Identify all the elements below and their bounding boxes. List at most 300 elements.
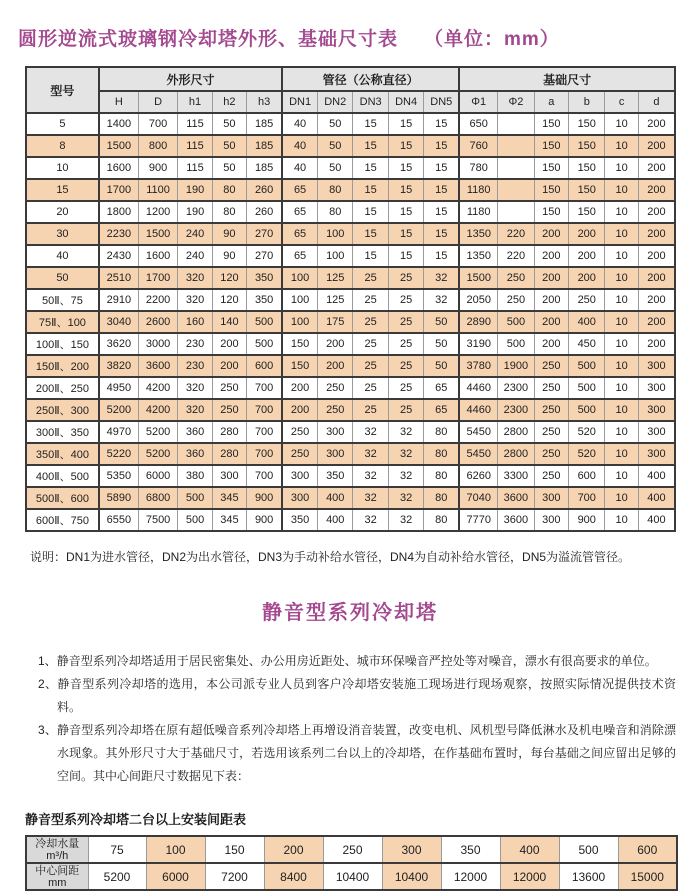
value-cell: 15 xyxy=(353,201,388,223)
value-cell: 1400 xyxy=(99,113,138,135)
value-cell: 300 xyxy=(638,355,675,377)
table-row xyxy=(26,267,675,289)
spacing-row-label-distance xyxy=(26,863,88,890)
value-cell: 350 xyxy=(318,465,353,487)
model-cell: 5 xyxy=(26,113,99,135)
list-item-number: 1、 xyxy=(38,654,57,668)
value-cell: 400 xyxy=(638,487,675,509)
value-cell: 250 xyxy=(318,399,353,421)
value-cell: 1350 xyxy=(459,245,497,267)
model-cell: 150Ⅱ、200 xyxy=(26,355,99,377)
table-row xyxy=(26,113,675,135)
value-cell: 80 xyxy=(318,201,353,223)
table-row xyxy=(26,201,675,223)
value-cell: 25 xyxy=(353,267,388,289)
value-cell: 1200 xyxy=(138,201,177,223)
value-cell: 15 xyxy=(353,157,388,179)
value-cell: 50 xyxy=(424,333,459,355)
value-cell: 400 xyxy=(318,509,353,531)
value-cell: 6800 xyxy=(138,487,177,509)
column-group-foundation: 基础尺寸 xyxy=(459,67,675,91)
value-cell: 450 xyxy=(569,333,605,355)
value-cell: 200 xyxy=(638,113,675,135)
value-cell: 150 xyxy=(534,179,568,201)
value-cell: 6260 xyxy=(459,465,497,487)
value-cell: 15 xyxy=(424,223,459,245)
spacing-table-title: 静音型系列冷却塔二台以上安装间距表 xyxy=(25,812,247,827)
value-cell: 2230 xyxy=(99,223,138,245)
value-cell: 25 xyxy=(388,289,423,311)
value-cell: 15 xyxy=(388,179,423,201)
model-cell: 75Ⅱ、100 xyxy=(26,311,99,333)
value-cell: 260 xyxy=(247,201,282,223)
value-cell: 200 xyxy=(638,223,675,245)
model-cell: 200Ⅱ、250 xyxy=(26,377,99,399)
value-cell: 32 xyxy=(353,465,388,487)
value-cell: 3820 xyxy=(99,355,138,377)
value-cell: 185 xyxy=(247,157,282,179)
value-cell: 32 xyxy=(424,267,459,289)
value-cell: 220 xyxy=(498,223,534,245)
value-cell: 3620 xyxy=(99,333,138,355)
value-cell: 10 xyxy=(605,443,638,465)
value-cell: 250 xyxy=(498,267,534,289)
list-item xyxy=(38,673,676,719)
value-cell: 185 xyxy=(247,113,282,135)
value-cell: 4970 xyxy=(99,421,138,443)
value-cell: 10 xyxy=(605,179,638,201)
value-cell xyxy=(498,135,534,157)
column-header: Φ1 xyxy=(459,91,497,113)
value-cell: 25 xyxy=(353,355,388,377)
value-cell: 280 xyxy=(212,421,246,443)
value-cell: 65 xyxy=(282,245,317,267)
value-cell: 4200 xyxy=(138,377,177,399)
value-cell: 345 xyxy=(212,487,246,509)
value-cell: 1700 xyxy=(138,267,177,289)
paragraph-list xyxy=(38,650,676,788)
value-cell: 6550 xyxy=(99,509,138,531)
spacing-cell: 13600 xyxy=(559,863,618,890)
column-header: H xyxy=(99,91,138,113)
value-cell: 5350 xyxy=(99,465,138,487)
value-cell: 200 xyxy=(638,179,675,201)
model-cell: 50Ⅱ、75 xyxy=(26,289,99,311)
value-cell: 300 xyxy=(282,465,317,487)
value-cell: 50 xyxy=(212,157,246,179)
value-cell: 300 xyxy=(638,443,675,465)
value-cell: 2800 xyxy=(498,421,534,443)
value-cell: 80 xyxy=(212,179,246,201)
column-header: b xyxy=(569,91,605,113)
value-cell: 200 xyxy=(638,267,675,289)
value-cell: 10 xyxy=(605,201,638,223)
table-row xyxy=(26,311,675,333)
value-cell: 3600 xyxy=(498,487,534,509)
spacing-cell: 300 xyxy=(382,836,441,863)
spacing-cell: 5200 xyxy=(88,863,146,890)
value-cell: 185 xyxy=(247,135,282,157)
value-cell: 350 xyxy=(247,267,282,289)
column-header-model: 型号 xyxy=(26,67,99,113)
value-cell: 200 xyxy=(638,135,675,157)
value-cell: 10 xyxy=(605,289,638,311)
value-cell: 250 xyxy=(534,421,568,443)
value-cell: 10 xyxy=(605,465,638,487)
table-row xyxy=(26,509,675,531)
value-cell: 32 xyxy=(353,443,388,465)
value-cell: 115 xyxy=(178,135,212,157)
value-cell: 900 xyxy=(247,487,282,509)
value-cell: 15 xyxy=(424,179,459,201)
value-cell: 15 xyxy=(424,245,459,267)
value-cell: 1350 xyxy=(459,223,497,245)
model-cell: 15 xyxy=(26,179,99,201)
column-header: d xyxy=(638,91,675,113)
value-cell: 230 xyxy=(178,333,212,355)
value-cell: 150 xyxy=(569,157,605,179)
value-cell: 2800 xyxy=(498,443,534,465)
spacing-cell: 10400 xyxy=(382,863,441,890)
value-cell: 270 xyxy=(247,245,282,267)
value-cell: 200 xyxy=(282,399,317,421)
value-cell: 7040 xyxy=(459,487,497,509)
value-cell: 200 xyxy=(212,333,246,355)
table-row xyxy=(26,223,675,245)
value-cell: 25 xyxy=(388,377,423,399)
value-cell: 7500 xyxy=(138,509,177,531)
table-row xyxy=(26,487,675,509)
model-cell: 10 xyxy=(26,157,99,179)
table-header-group-row xyxy=(26,67,675,91)
value-cell: 500 xyxy=(498,311,534,333)
value-cell: 15 xyxy=(388,157,423,179)
value-cell: 25 xyxy=(388,355,423,377)
value-cell: 65 xyxy=(282,223,317,245)
value-cell: 5200 xyxy=(99,399,138,421)
value-cell: 15 xyxy=(424,157,459,179)
value-cell: 700 xyxy=(247,443,282,465)
value-cell: 250 xyxy=(212,377,246,399)
value-cell: 500 xyxy=(247,311,282,333)
value-cell: 32 xyxy=(353,509,388,531)
column-header: h2 xyxy=(212,91,246,113)
value-cell: 40 xyxy=(282,157,317,179)
page-title-text: 圆形逆流式玻璃钢冷却塔外形、基础尺寸表 xyxy=(18,29,399,50)
value-cell: 80 xyxy=(318,179,353,201)
value-cell: 3190 xyxy=(459,333,497,355)
value-cell: 65 xyxy=(282,201,317,223)
value-cell: 15 xyxy=(424,113,459,135)
value-cell: 320 xyxy=(178,267,212,289)
model-cell: 600Ⅱ、750 xyxy=(26,509,99,531)
table-row xyxy=(26,443,675,465)
column-header: D xyxy=(138,91,177,113)
spacing-cell: 100 xyxy=(146,836,205,863)
value-cell: 25 xyxy=(353,311,388,333)
value-cell: 250 xyxy=(318,377,353,399)
value-cell: 230 xyxy=(178,355,212,377)
value-cell: 1600 xyxy=(99,157,138,179)
value-cell: 250 xyxy=(569,289,605,311)
value-cell: 15 xyxy=(424,135,459,157)
value-cell: 32 xyxy=(388,421,423,443)
value-cell: 5890 xyxy=(99,487,138,509)
value-cell: 50 xyxy=(212,135,246,157)
value-cell: 32 xyxy=(424,289,459,311)
value-cell: 380 xyxy=(178,465,212,487)
value-cell xyxy=(498,113,534,135)
value-cell: 15 xyxy=(388,223,423,245)
value-cell: 1900 xyxy=(498,355,534,377)
value-cell: 15 xyxy=(388,113,423,135)
value-cell: 10 xyxy=(605,267,638,289)
value-cell: 10 xyxy=(605,333,638,355)
value-cell: 500 xyxy=(178,509,212,531)
value-cell: 3600 xyxy=(138,355,177,377)
row-label-text: 中心间距 xyxy=(35,864,80,877)
column-header: h3 xyxy=(247,91,282,113)
value-cell: 25 xyxy=(353,289,388,311)
spacing-cell: 200 xyxy=(264,836,323,863)
value-cell: 115 xyxy=(178,157,212,179)
value-cell: 50 xyxy=(424,311,459,333)
value-cell: 700 xyxy=(247,421,282,443)
value-cell: 5450 xyxy=(459,421,497,443)
value-cell: 2430 xyxy=(99,245,138,267)
value-cell: 300 xyxy=(638,399,675,421)
value-cell: 32 xyxy=(388,487,423,509)
value-cell: 10 xyxy=(605,157,638,179)
value-cell: 500 xyxy=(247,333,282,355)
value-cell: 2300 xyxy=(498,377,534,399)
value-cell: 780 xyxy=(459,157,497,179)
value-cell: 3040 xyxy=(99,311,138,333)
column-header: DN5 xyxy=(424,91,459,113)
spacing-cell: 75 xyxy=(88,836,146,863)
value-cell: 15 xyxy=(353,113,388,135)
spacing-row-label-flow xyxy=(26,836,88,863)
value-cell: 350 xyxy=(282,509,317,531)
spacing-cell: 15000 xyxy=(618,863,677,890)
value-cell: 250 xyxy=(282,421,317,443)
value-cell: 220 xyxy=(498,245,534,267)
value-cell: 700 xyxy=(247,465,282,487)
value-cell: 175 xyxy=(318,311,353,333)
list-item xyxy=(38,719,676,788)
value-cell: 15 xyxy=(388,201,423,223)
value-cell: 270 xyxy=(247,223,282,245)
value-cell: 500 xyxy=(178,487,212,509)
table-row xyxy=(26,289,675,311)
value-cell: 800 xyxy=(138,135,177,157)
value-cell: 280 xyxy=(212,443,246,465)
note-text: 说明：DN1为进水管径，DN2为出水管径，DN3为手动补给水管径，DN4为自动补给水管径，DN5为溢流管管径。 xyxy=(30,550,631,564)
main-table-body xyxy=(26,113,675,531)
model-cell: 350Ⅱ、400 xyxy=(26,443,99,465)
value-cell: 1500 xyxy=(138,223,177,245)
value-cell: 360 xyxy=(178,421,212,443)
spacing-cell: 10400 xyxy=(323,863,382,890)
value-cell: 125 xyxy=(318,267,353,289)
value-cell: 150 xyxy=(569,135,605,157)
value-cell: 25 xyxy=(353,399,388,421)
value-cell: 400 xyxy=(638,465,675,487)
value-cell: 240 xyxy=(178,223,212,245)
value-cell: 10 xyxy=(605,311,638,333)
value-cell: 150 xyxy=(569,201,605,223)
value-cell: 3300 xyxy=(498,465,534,487)
value-cell: 10 xyxy=(605,113,638,135)
value-cell: 5450 xyxy=(459,443,497,465)
value-cell: 80 xyxy=(424,443,459,465)
list-item xyxy=(38,650,676,673)
value-cell: 3600 xyxy=(498,509,534,531)
value-cell: 50 xyxy=(318,135,353,157)
value-cell: 5220 xyxy=(99,443,138,465)
page-title-unit: （单位：mm） xyxy=(424,29,560,50)
value-cell: 80 xyxy=(424,465,459,487)
value-cell: 4200 xyxy=(138,399,177,421)
table-row xyxy=(26,355,675,377)
value-cell: 65 xyxy=(424,399,459,421)
value-cell: 200 xyxy=(638,201,675,223)
value-cell: 150 xyxy=(282,333,317,355)
value-cell: 200 xyxy=(569,267,605,289)
value-cell: 32 xyxy=(388,465,423,487)
value-cell: 150 xyxy=(534,113,568,135)
column-group-dimensions: 外形尺寸 xyxy=(99,67,282,91)
value-cell: 15 xyxy=(353,135,388,157)
value-cell: 300 xyxy=(534,509,568,531)
value-cell: 350 xyxy=(247,289,282,311)
value-cell xyxy=(498,201,534,223)
table-row xyxy=(26,333,675,355)
column-header: DN3 xyxy=(353,91,388,113)
value-cell: 4460 xyxy=(459,399,497,421)
value-cell: 32 xyxy=(353,487,388,509)
value-cell: 10 xyxy=(605,399,638,421)
value-cell: 15 xyxy=(353,245,388,267)
value-cell: 320 xyxy=(178,377,212,399)
value-cell: 300 xyxy=(318,421,353,443)
value-cell: 2300 xyxy=(498,399,534,421)
value-cell: 65 xyxy=(424,377,459,399)
spacing-row xyxy=(26,836,677,863)
value-cell: 250 xyxy=(534,443,568,465)
list-item-number: 2、 xyxy=(38,677,58,691)
value-cell: 115 xyxy=(178,113,212,135)
value-cell: 150 xyxy=(534,201,568,223)
list-item-text: 静音型系列冷却塔适用于居民密集处、办公用房近距处、城市环保噪音严控处等对噪音，漂水有很高要求的单位。 xyxy=(56,654,657,668)
value-cell: 15 xyxy=(388,135,423,157)
value-cell: 400 xyxy=(318,487,353,509)
value-cell: 200 xyxy=(569,223,605,245)
value-cell: 50 xyxy=(318,113,353,135)
value-cell: 50 xyxy=(212,113,246,135)
section-heading: 静音型系列冷却塔 xyxy=(262,602,438,624)
value-cell: 250 xyxy=(498,289,534,311)
value-cell: 15 xyxy=(353,179,388,201)
table-row xyxy=(26,135,675,157)
spacing-table xyxy=(25,835,678,891)
value-cell: 150 xyxy=(282,355,317,377)
value-cell: 200 xyxy=(638,157,675,179)
value-cell: 1100 xyxy=(138,179,177,201)
value-cell: 650 xyxy=(459,113,497,135)
row-label-unit: mm xyxy=(48,876,67,889)
value-cell: 250 xyxy=(282,443,317,465)
value-cell: 32 xyxy=(388,443,423,465)
dimensions-table xyxy=(25,66,676,532)
column-header: h1 xyxy=(178,91,212,113)
value-cell: 25 xyxy=(388,267,423,289)
value-cell: 190 xyxy=(178,179,212,201)
model-cell: 100Ⅱ、150 xyxy=(26,333,99,355)
value-cell: 80 xyxy=(212,201,246,223)
value-cell: 80 xyxy=(424,509,459,531)
value-cell: 1500 xyxy=(99,135,138,157)
value-cell: 600 xyxy=(247,355,282,377)
model-cell: 500Ⅱ、600 xyxy=(26,487,99,509)
value-cell: 900 xyxy=(247,509,282,531)
value-cell: 240 xyxy=(178,245,212,267)
column-header: a xyxy=(534,91,568,113)
value-cell: 4950 xyxy=(99,377,138,399)
value-cell xyxy=(498,179,534,201)
value-cell: 2200 xyxy=(138,289,177,311)
value-cell: 1600 xyxy=(138,245,177,267)
value-cell: 190 xyxy=(178,201,212,223)
column-header: c xyxy=(605,91,638,113)
value-cell: 200 xyxy=(212,355,246,377)
value-cell: 100 xyxy=(282,289,317,311)
value-cell: 900 xyxy=(569,509,605,531)
value-cell: 3780 xyxy=(459,355,497,377)
spacing-cell: 600 xyxy=(618,836,677,863)
value-cell: 150 xyxy=(534,157,568,179)
value-cell: 2600 xyxy=(138,311,177,333)
value-cell: 120 xyxy=(212,267,246,289)
spacing-cell: 12000 xyxy=(441,863,500,890)
spacing-cell: 12000 xyxy=(500,863,559,890)
value-cell: 300 xyxy=(318,443,353,465)
table-row xyxy=(26,157,675,179)
spacing-cell: 500 xyxy=(559,836,618,863)
value-cell: 400 xyxy=(638,509,675,531)
value-cell: 40 xyxy=(282,113,317,135)
value-cell: 25 xyxy=(388,311,423,333)
value-cell: 32 xyxy=(388,509,423,531)
value-cell: 32 xyxy=(353,421,388,443)
value-cell: 320 xyxy=(178,399,212,421)
value-cell: 400 xyxy=(569,311,605,333)
value-cell: 100 xyxy=(282,311,317,333)
value-cell: 500 xyxy=(498,333,534,355)
value-cell: 10 xyxy=(605,377,638,399)
main-table-subheader-row xyxy=(26,91,675,113)
table-row xyxy=(26,179,675,201)
value-cell: 6000 xyxy=(138,465,177,487)
table-row xyxy=(26,421,675,443)
value-cell: 600 xyxy=(569,465,605,487)
value-cell: 500 xyxy=(569,399,605,421)
value-cell: 2050 xyxy=(459,289,497,311)
value-cell: 300 xyxy=(212,465,246,487)
value-cell: 200 xyxy=(638,289,675,311)
value-cell: 25 xyxy=(388,399,423,421)
spacing-cell: 8400 xyxy=(264,863,323,890)
